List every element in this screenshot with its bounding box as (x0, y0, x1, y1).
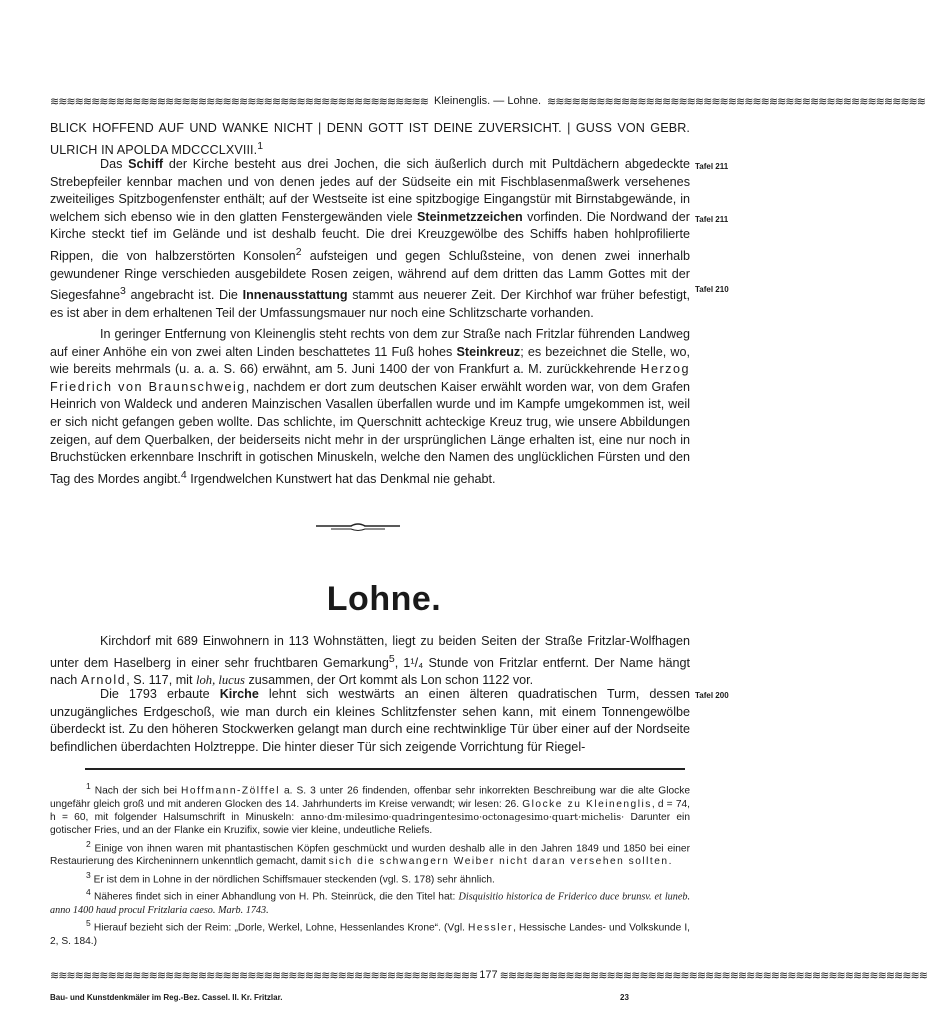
footnote-ref: 2 (295, 245, 302, 258)
church-paragraph (50, 686, 690, 756)
footer-signature-mark: 23 (620, 993, 629, 1002)
text-run: , S. 117, mit (126, 673, 196, 688)
text-run: Hierauf bezieht sich der Reim: „Dorle, Werkel, Lohne, Hessenlandes Krone“. (Vgl. (90, 922, 469, 934)
spaced-quote: sich die schwangern Weiber nicht daran versehen sollten (328, 856, 669, 868)
footnote-1 (50, 780, 690, 838)
lohne-intro-paragraph (50, 633, 690, 690)
spaced-name: Herzog Friedrich von Braunschweig (50, 362, 690, 394)
margin-note-plate: Tafel 211 (695, 162, 729, 171)
text-run: Die 1793 erbaute (100, 687, 220, 701)
footnote-ref: 3 (120, 285, 126, 298)
keyword-steinkreuz: Steinkreuz (456, 344, 521, 359)
text-run: aufsteigen und gegen Schlußsteine, von denen zwei innerhalb gewundener Ringe verschieden ausgebildete Rosen zeigen, während auf dem dritten das Lamm Gottes mit der Siegesfahne (50, 249, 690, 303)
nave-paragraph (50, 156, 690, 323)
keyword-schiff: Schiff (128, 157, 164, 171)
margin-note-plate: Tafel 211 (695, 215, 729, 224)
text-run: Darunter ein gotischer Fries, und an der Flanke ein Kruzifix, sowie vier kleine, undeutliche Reliefs. (50, 811, 690, 837)
text-run: , d = 74, h = 60, mit folgender Halsumschrift in Minuskeln: (50, 798, 690, 823)
spaced-name: Hoffmann-Zölffel (181, 785, 280, 797)
text-run: ; es bezeichnet die Stelle, wo, wie bereits mehrmals (u. a. a. S. 66) erwähnt, am 5. Juni 1400 der von Frankfurt a. M. zurückkehrende (50, 344, 691, 377)
italic-term: loh, lucus (195, 673, 245, 688)
footnote-2 (50, 838, 690, 869)
text-run: In geringer Entfernung von Kleinenglis steht rechts von dem zur Straße nach Fritzlar führenden Landweg auf einer Anhöhe ein von zwei alten Linden beschattetes 11 Fuß hohes (50, 327, 690, 359)
bottom-ornament-left: ≋≋≋≋≋≋≋≋≋≋≋≋≋≋≋≋≋≋≋≋≋≋≋≋≋≋≋≋≋≋≋≋≋≋≋≋≋≋≋≋≋≋≋≋≋≋≋≋≋≋≋≋ (50, 968, 478, 982)
spaced-name: Glocke zu Kleinenglis (522, 798, 652, 810)
text-run: Kirchdorf mit 689 Einwohnern in 113 Wohnstätten, liegt zu beiden Seiten der Straße Fritzlar-Wolfhagen unter dem Haselberg in einer sehr fruchtbaren Gemarkung (50, 634, 690, 670)
footnote-3 (50, 869, 690, 887)
footer-series-title: Bau- und Kunstdenkmäler im Reg.-Bez. Cassel. II. Kr. Fritzlar. (50, 993, 283, 1002)
spaced-name: Hessler (468, 922, 514, 934)
keyword-kirche: Kirche (219, 687, 259, 701)
footnote-number: 1 (86, 781, 91, 791)
section-divider-ornament (315, 522, 401, 532)
stone-cross-paragraph (50, 326, 690, 489)
text-run: , 1¹/₄ Stunde von Fritzlar entfernt. Der Name hängt nach (50, 655, 690, 688)
footnote-number: 4 (86, 887, 91, 898)
header-ornament-right: ≋≋≋≋≋≋≋≋≋≋≋≋≋≋≋≋≋≋≋≋≋≋≋≋≋≋≋≋≋≋≋≋≋≋≋≋≋≋≋≋≋≋≋≋≋≋ (547, 94, 925, 108)
bottom-ornament-row (50, 968, 927, 982)
footnote-4 (50, 886, 690, 917)
spaced-name: Arnold (80, 673, 127, 688)
text-run: vorfinden. Die Nordwand der Kirche steckt tief im Gelände und ist deshalb feucht. Die drei Kreuzgewölbe des Schiffs haben hohlprofilierte Rippen, die von halbzerstörten Konsolen (50, 209, 691, 264)
text-run: , nachdem er dort zum deutschen Kaiser erwählt worden war, von dem Grafen Heinrich von Waldeck und anderen Mainzischen Vasallen überfallen wurde und im Kampfe umgekommen ist, weil er sich nicht gefangen geben wollte. Das schlichte, im Querschnitt achteckige Kreuz trug, wie unsere Abbildungen zeigen, auf dem Querbalken, der beiderseits nicht mehr in der ursprünglichen Länge erhalten ist, eine nur noch in Bruchstücken erkennbare Inschrift in gotischen Minuskeln, welche den Namen des unglücklichen Fürsten und den Tag des Mordes angibt. (50, 379, 690, 486)
text-run: a. S. 3 unter 26 findenden, offenbar sehr inkorrekten Beschreibung war die alte Glocke ungefähr gleich groß und mit anderen Glocken des 14. Jahrhunderts im Kreise verwandt; wir lesen: 26. (50, 785, 691, 810)
running-header-title: Kleinenglis. — Lohne. (433, 95, 541, 107)
keyword-steinmetzzeichen: Steinmetzzeichen (417, 209, 523, 224)
bell-inscription-paragraph (50, 120, 690, 159)
text-run: stammt aus neuerer Zeit. Der Kirchhof war früher befestigt, es ist aber in dem erhaltenen Teil der Umfassungsmauer nur noch eine Schlitzscharte vorhanden. (50, 288, 690, 321)
blackletter-inscription: anno·dm·milesimo·quadringentesimo·octonagesimo·quart·michelis· (300, 811, 625, 823)
footnote-ref: 5 (388, 652, 395, 665)
text-run: Das (100, 157, 129, 171)
margin-note-plate: Tafel 200 (695, 691, 729, 700)
bottom-ornament-right: ≋≋≋≋≋≋≋≋≋≋≋≋≋≋≋≋≋≋≋≋≋≋≋≋≋≋≋≋≋≋≋≋≋≋≋≋≋≋≋≋≋≋≋≋≋≋≋≋≋≋≋≋ (499, 968, 927, 982)
keyword-innenausstattung: Innenausstattung (242, 288, 348, 303)
text-run: Irgendwelchen Kunstwert hat das Denkmal nie gehabt. (186, 471, 496, 486)
footnote-ref: 1 (257, 139, 264, 152)
margin-note-plate: Tafel 210 (695, 285, 729, 294)
text-run: . (668, 856, 672, 868)
footnotes (50, 780, 690, 948)
footnote-ref: 4 (180, 468, 187, 481)
footnote-number: 2 (86, 838, 91, 849)
text-run: der Kirche besteht aus drei Jochen, die sich äußerlich durch mit Pultdächern abgedeckte Strebepfeiler kennbar machen und von denen jedes auf der Südseite ein mit Fischblasenmaßwerk versehenes zweiteiliges Spitzbogenfenster enthält; auf der Westseite ist eine spitzbogige Eingangstür mit Birnstabgewände, in welchem sich ebenso wie in den glatten Fenstergewänden viele (50, 157, 690, 224)
text-run: Näheres findet sich in einer Abhandlung von H. Ph. Steinrück, die den Titel hat: (90, 891, 459, 903)
running-header (50, 93, 925, 109)
section-title: Lohne. (326, 580, 442, 618)
text-run: Nach der sich bei (90, 785, 182, 797)
text-run: lehnt sich westwärts an einen älteren quadratischen Turm, dessen unzugängliches Erdgeschoß, wie man durch ein kleines Schlitzfenster sehen kann, mit einem Tonnengewölbe überdeckt ist. Zu den höheren Stockwerken gelangt man durch eine rechtwinklige Tür über einer auf der Nordseite befindlichen überdachten Holztreppe. Die hinter dieser Tür sich zeigende Vorrichtung für Riegel- (50, 687, 690, 754)
text-run: angebracht ist. Die (125, 288, 243, 303)
footnote-5 (50, 917, 690, 948)
footnote-number: 3 (86, 869, 91, 880)
text-run: , Hessische Landes- und Volkskunde I, 2, S. 184.) (50, 922, 690, 947)
bell-inscription-text: BLICK HOFFEND AUF UND WANKE NICHT | DENN GOTT IST DEINE ZUVERSICHT. | GUSS VON GEBR. ULRICH IN APOLDA MDCCCLXVIII. (50, 121, 690, 157)
italic-title: Disquisitio historica de Friderico duce brunsv. et luneb. anno 1400 haud procul Fritzlaria caeso. Marb. 1743. (50, 891, 691, 916)
text-run: Einige von ihnen waren mit phantastischen Köpfen geschmückt und wurden deshalb alle in den Jahren 1849 und 1850 bei einer Restaurierung des Kircheninnern unkenntlich gemacht, damit (50, 842, 690, 868)
text-run: Er ist dem in Lohne in der nördlichen Schiffsmauer steckenden (vgl. S. 178) sehr ähnlich. (90, 873, 495, 885)
footnote-number: 5 (86, 918, 91, 929)
text-run: zusammen, der Ort kommt als Lon schon 1122 vor. (244, 673, 534, 688)
footnote-separator (85, 768, 685, 770)
page-number: 177 (479, 969, 498, 981)
header-ornament-left: ≋≋≋≋≋≋≋≋≋≋≋≋≋≋≋≋≋≋≋≋≋≋≋≋≋≋≋≋≋≋≋≋≋≋≋≋≋≋≋≋≋≋≋≋≋≋ (50, 94, 428, 108)
